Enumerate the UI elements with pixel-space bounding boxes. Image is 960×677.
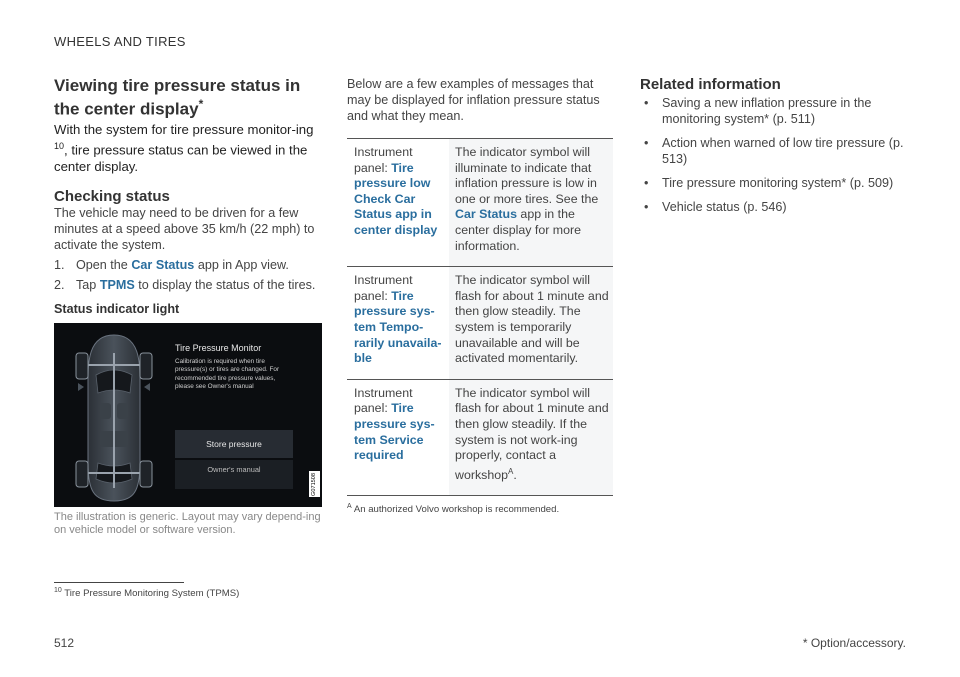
- messages-intro: Below are a few examples of messages that may be displayed for inflation pressure status and what they mean.: [347, 77, 600, 123]
- page-title-text: Viewing tire pressure status in the center display: [54, 76, 301, 119]
- step-text: [76, 277, 315, 293]
- step-number: 2.: [54, 277, 65, 292]
- message-text: Tire pressure sys-tem Tempo-rarily unavaila-ble: [354, 288, 442, 366]
- meaning-text-start: The indicator symbol will flash for about 1 minute and then glow steadily. If the system is not work-ing properly, contact a workshop: [455, 385, 609, 482]
- related-link-vehicle-status[interactable]: [640, 199, 910, 215]
- step-number: 1.: [54, 257, 65, 272]
- message-prefix: Instrument panel:: [354, 145, 413, 175]
- message-prefix: Instrument panel:: [354, 273, 413, 303]
- related-link-text[interactable]: Action when warned of low tire pressure (p. 513): [662, 136, 904, 166]
- message-text: Tire pressure sys-tem Service required: [354, 401, 435, 463]
- related-link-text[interactable]: Tire pressure monitoring system* (p. 509): [662, 176, 894, 190]
- meaning-cell: [449, 379, 613, 496]
- message-text: Tire pressure low Check Car Status app in center display: [354, 160, 438, 237]
- footnote-ref-10[interactable]: 10: [54, 141, 65, 152]
- message-cell: [347, 379, 449, 496]
- footnote-10: [54, 587, 239, 599]
- message-prefix: Instrument panel:: [354, 385, 413, 416]
- page-title: [54, 76, 322, 119]
- step-text-end: to display the status of the tires.: [134, 277, 316, 292]
- meaning-text-start: The indicator symbol will flash for about 1 minute and then glow steadily. The system is temporarily unavailable and will be activated momentarily.: [455, 273, 609, 366]
- lead-text-end: , tire pressure status can be viewed in the center display.: [54, 142, 308, 175]
- step-text-start: Open the: [76, 257, 132, 272]
- column-left: [54, 76, 322, 538]
- checking-status-heading: Checking status: [54, 187, 170, 205]
- section-header: WHEELS AND TIRES: [54, 34, 186, 49]
- related-link-tpms[interactable]: [640, 175, 910, 191]
- column-middle: [347, 76, 613, 517]
- figure-caption: The illustration is generic. Layout may vary depend-ing on vehicle model or software version.: [54, 510, 321, 537]
- footnote-text: An authorized Volvo workshop is recommended.: [353, 504, 560, 516]
- figure-screen-title: Tire Pressure Monitor: [175, 342, 262, 353]
- footnote-ref-a[interactable]: A: [508, 466, 514, 476]
- meaning-cell: [449, 267, 613, 380]
- footnote-text: Tire Pressure Monitoring System (TPMS): [64, 588, 240, 600]
- bullet-icon: •: [644, 136, 649, 150]
- owners-manual-button: Owner's manual: [175, 460, 293, 489]
- app-name-car-status: Car Status: [455, 207, 517, 222]
- table-row: [347, 139, 613, 267]
- app-name-car-status: Car Status: [131, 257, 195, 272]
- figure-code: G071508: [309, 471, 320, 497]
- messages-table: [347, 138, 613, 496]
- option-marker: *: [198, 97, 204, 111]
- related-link-saving-pressure[interactable]: [640, 95, 910, 127]
- page-number: 512: [54, 636, 75, 650]
- step-text-end: app in App view.: [194, 257, 289, 272]
- bullet-icon: •: [644, 176, 649, 190]
- step-2: [54, 277, 322, 293]
- step-1: [54, 257, 322, 273]
- meaning-text-start: The indicator symbol will illuminate to indicate that inflation pressure is low in one or more tires. See the: [455, 145, 599, 206]
- step-text-start: Tap: [76, 277, 100, 292]
- lead-paragraph: [54, 122, 322, 176]
- message-cell: [347, 267, 449, 380]
- related-information-heading: Related information: [640, 76, 781, 93]
- meaning-cell: [449, 139, 613, 267]
- option-accessory-note: * Option/accessory.: [802, 636, 906, 650]
- footnote-divider: [54, 582, 184, 583]
- figure-screen-message: Calibration is required when tire pressure(s) or tires are changed. For recommended tire pressure values, please see Owner's manual: [175, 357, 280, 391]
- table-row: [347, 379, 613, 496]
- column-right: [640, 76, 910, 223]
- step-text: [76, 257, 289, 273]
- steps-list: [54, 257, 322, 293]
- tire-pressure-figure: [54, 323, 322, 507]
- footnote-number: 10: [54, 587, 62, 594]
- lead-text-start: With the system for tire pressure monitor-ing: [54, 121, 314, 137]
- button-name-tpms: TPMS: [99, 277, 135, 292]
- checking-status-text: The vehicle may need to be driven for a few minutes at a speed above 35 km/h (22 mph) to activate the system.: [54, 205, 315, 252]
- table-footnote: [347, 501, 613, 516]
- message-cell: [347, 139, 449, 267]
- store-pressure-button: Store pressure: [175, 430, 293, 458]
- bullet-icon: •: [644, 96, 649, 110]
- related-link-text[interactable]: Saving a new inflation pressure in the monitoring system* (p. 511): [662, 96, 872, 126]
- related-links-list: [640, 95, 910, 215]
- meaning-text-end: .: [513, 467, 517, 482]
- meaning-text-end: app in the center display for more information.: [455, 207, 582, 253]
- bullet-icon: •: [644, 200, 649, 214]
- related-link-text[interactable]: Vehicle status (p. 546): [662, 200, 787, 214]
- figure-heading: Status indicator light: [54, 301, 180, 316]
- footnote-marker: A: [347, 503, 352, 511]
- table-row: [347, 267, 613, 380]
- related-link-low-pressure[interactable]: [640, 135, 910, 167]
